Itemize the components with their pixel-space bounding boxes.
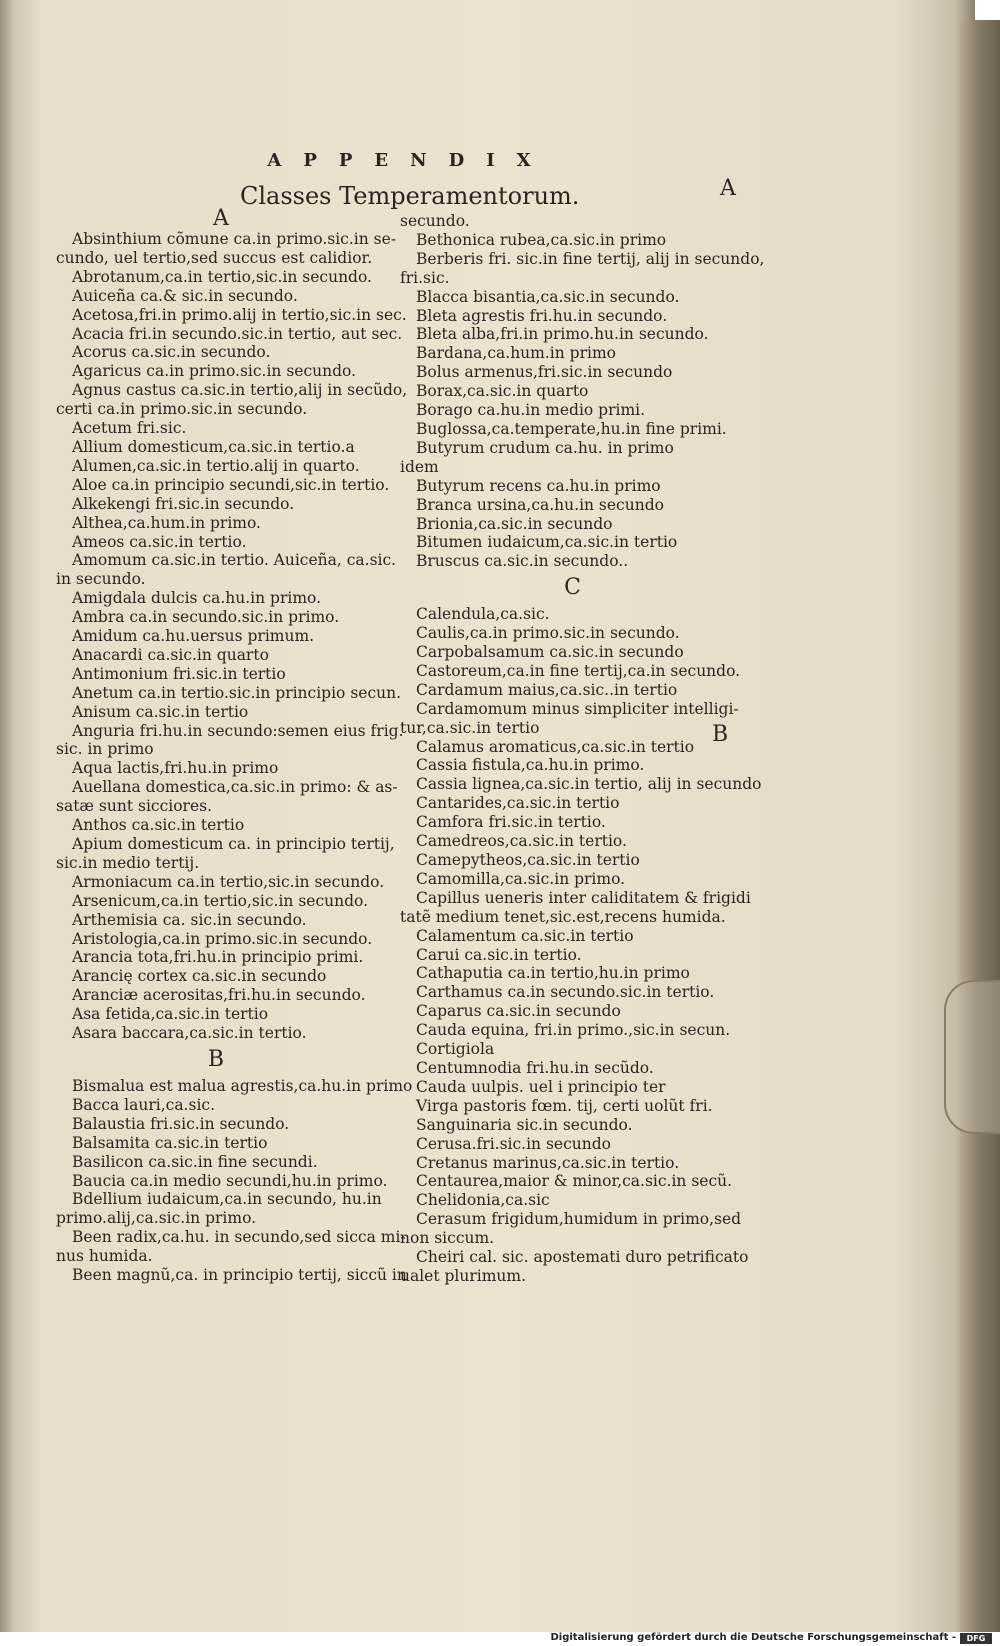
entry-line: Cauda equina, fri.in primo.,sic.in secun.: [416, 1021, 731, 1040]
entry-list-c: [400, 605, 762, 1286]
running-header: APPENDIX: [267, 150, 553, 171]
entry-line: nus humida.: [56, 1247, 153, 1266]
entry-line: Bacca lauri,ca.sic.: [72, 1095, 216, 1114]
entry-line: Bolus armenus,fri.sic.in secundo: [416, 363, 673, 382]
entry-line: Cerasum frigidum,humidum in primo,sed: [416, 1210, 742, 1229]
entry-line: Cantarides,ca.sic.in tertio: [416, 794, 620, 813]
entry-line: Cretanus marinus,ca.sic.in tertio.: [416, 1153, 680, 1172]
entry-line: Amomum ca.sic.in tertio. Auiceña, ca.sic.: [72, 551, 397, 570]
entry-line: sic.in medio tertij.: [56, 853, 200, 872]
footer-credit: Digitalisierung gefördert durch die Deutsche Forschungsgemeinschaft -: [550, 1632, 956, 1643]
entry-line: Camfora fri.sic.in tertio.: [416, 813, 606, 832]
entry-line: Ameos ca.sic.in tertio.: [72, 532, 247, 551]
page-edge: [960, 20, 1000, 1632]
entry-line: Buglossa,ca.temperate,hu.in fine primi.: [416, 419, 727, 438]
entry-line: Butyrum recens ca.hu.in primo: [416, 476, 661, 495]
entry-line: sic. in primo: [56, 740, 154, 759]
entry-line: Amidum ca.hu.uersus primum.: [72, 627, 315, 646]
entry-line: Been radix,ca.hu. in secundo,sed sicca mi-: [72, 1228, 406, 1247]
entry-line: Cortigiola: [416, 1040, 495, 1059]
entry-line: Been magnũ,ca. in principio tertij, siccũ in: [72, 1266, 407, 1285]
entry-line: Antimonium fri.sic.in tertio: [72, 664, 286, 683]
entry-line: Anisum ca.sic.in tertio: [72, 702, 249, 721]
entry-line: Cardamum maius,ca.sic..in tertio: [416, 680, 678, 699]
entry-line: Virga pastoris fœm. tij, certi uolũt fri.: [416, 1096, 713, 1115]
footer-bar: [0, 1632, 1000, 1646]
entry-line: Centaurea,maior & minor,ca.sic.in secũ.: [416, 1172, 733, 1191]
entry-line: Calamentum ca.sic.in tertio: [416, 926, 634, 945]
entry-line: Baucia ca.in medio secundi,hu.in primo.: [72, 1171, 388, 1190]
entry-line: Auiceña ca.& sic.in secundo.: [72, 286, 298, 305]
entry-line: Acetosa,fri.in primo.alij in tertio,sic.in sec.: [72, 305, 407, 324]
entry-line: Cauda uulpis. uel i principio ter: [416, 1077, 666, 1096]
entry-list-a: [56, 230, 408, 1043]
entry-line: Bruscus ca.sic.in secundo..: [416, 552, 629, 571]
entry-line: Anthos ca.sic.in tertio: [72, 816, 245, 835]
section-letter-a: A: [213, 206, 229, 231]
entry-line: Castoreum,ca.in fine tertij,ca.in secundo.: [416, 661, 741, 680]
entry-line: Anguria fri.hu.in secundo:semen eius frig.: [72, 721, 404, 740]
entry-line: Aranciæ acerositas,fri.hu.in secundo.: [72, 986, 366, 1005]
entry-line: Asara baccara,ca.sic.in tertio.: [72, 1024, 307, 1043]
entry-line: Cheiri cal. sic. apostemati duro petrificato: [416, 1248, 749, 1267]
entry-line: Caulis,ca.in primo.sic.in secundo.: [416, 624, 680, 643]
entry-line: Borax,ca.sic.in quarto: [416, 382, 589, 401]
entry-list-b-right: [400, 212, 765, 571]
dfg-logo: DFG: [960, 1633, 992, 1644]
right-column: [400, 212, 765, 1286]
entry-line: Bethonica rubea,ca.sic.in primo: [416, 230, 667, 249]
entry-line: Brionia,ca.sic.in secundo: [416, 514, 613, 533]
entry-line: Butyrum crudum ca.hu. in primo: [416, 438, 674, 457]
entry-list-b-left: [56, 1076, 413, 1285]
entry-line: idem: [400, 457, 439, 476]
entry-line: Anacardi ca.sic.in quarto: [72, 645, 269, 664]
entry-line: non siccum.: [400, 1229, 495, 1248]
entry-line: Cathaputia ca.in tertio,hu.in primo: [416, 964, 690, 983]
entry-line: Anetum ca.in tertio.sic.in principio secun.: [72, 683, 402, 702]
entry-line: cundo, uel tertio,sed succus est calidior.: [56, 248, 373, 267]
entry-line: Blacca bisantia,ca.sic.in secundo.: [416, 287, 680, 306]
entry-line: Arsenicum,ca.in tertio,sic.in secundo.: [72, 891, 368, 910]
entry-line: satæ sunt sicciores.: [56, 797, 213, 816]
entry-line: Carui ca.sic.in tertio.: [416, 945, 582, 964]
entry-line: tatẽ medium tenet,sic.est,recens humida.: [400, 907, 726, 926]
entry-line: Carpobalsamum ca.sic.in secundo: [416, 643, 684, 662]
margin-letter-b: B: [712, 722, 729, 747]
page-tab: [944, 980, 1000, 1134]
entry-line: Bleta alba,fri.in primo.hu.in secundo.: [416, 325, 709, 344]
entry-line: Basilicon ca.sic.in fine secundi.: [72, 1152, 318, 1171]
entry-line: Agaricus ca.in primo.sic.in secundo.: [72, 362, 357, 381]
entry-line: Arancię cortex ca.sic.in secundo: [72, 967, 327, 986]
entry-line: Balsamita ca.sic.in tertio: [72, 1133, 268, 1152]
entry-line: fri.sic.: [400, 268, 450, 287]
entry-line: Bismalua est malua agrestis,ca.hu.in primo: [72, 1076, 413, 1095]
entry-line: Althea,ca.hum.in primo.: [72, 513, 261, 532]
entry-line: Asa fetida,ca.sic.in tertio: [72, 1005, 269, 1024]
entry-line: Auellana domestica,ca.sic.in primo: & as-: [72, 778, 398, 797]
entry-line: Cerusa.fri.sic.in secundo: [416, 1134, 611, 1153]
entry-line: Apium domesticum ca. in principio tertij,: [72, 835, 395, 853]
entry-line: Calendula,ca.sic.: [416, 605, 550, 624]
entry-line: Absinthium cõmune ca.in primo.sic.in se-: [72, 230, 397, 248]
entry-line: Berberis fri. sic.in fine tertij, alij in secundo,: [416, 249, 765, 268]
entry-line: tur,ca.sic.in tertio: [400, 718, 540, 737]
entry-line: Camomilla,ca.sic.in primo.: [416, 869, 626, 888]
entry-line: Agnus castus ca.sic.in tertio,alij in secũdo,: [72, 381, 408, 400]
entry-line: Armoniacum ca.in tertio,sic.in secundo.: [72, 872, 385, 891]
entry-line: Cassia lignea,ca.sic.in tertio, alij in secundo: [416, 775, 762, 794]
entry-line: Abrotanum,ca.in tertio,sic.in secundo.: [72, 267, 372, 286]
entry-line: Aristologia,ca.in primo.sic.in secundo.: [72, 929, 373, 948]
entry-line: Sanguinaria sic.in secundo.: [416, 1115, 633, 1134]
entry-line: Bardana,ca.hum.in primo: [416, 344, 616, 363]
entry-line: Acacia fri.in secundo.sic.in tertio, aut sec.: [72, 324, 403, 343]
entry-line: Bitumen iudaicum,ca.sic.in tertio: [416, 533, 678, 552]
entry-line: Calamus aromaticus,ca.sic.in tertio: [416, 737, 695, 756]
entry-line: Carthamus ca.in secundo.sic.in tertio.: [416, 983, 715, 1002]
entry-line: Bdellium iudaicum,ca.in secundo, hu.in: [72, 1190, 382, 1209]
entry-line: Caparus ca.sic.in secundo: [416, 1002, 621, 1021]
entry-line: Branca ursina,ca.hu.in secundo: [416, 495, 664, 514]
entry-line: Ambra ca.in secundo.sic.in primo.: [72, 608, 340, 627]
entry-line: Chelidonia,ca.sic: [416, 1191, 550, 1210]
entry-line: Balaustia fri.sic.in secundo.: [72, 1114, 290, 1133]
entry-line: Centumnodia fri.hu.in secũdo.: [416, 1058, 654, 1077]
left-column: [56, 206, 413, 1285]
entry-line: Bleta agrestis fri.hu.in secundo.: [416, 306, 668, 325]
entry-line: primo.alij,ca.sic.in primo.: [56, 1209, 257, 1228]
entry-line: Arthemisia ca. sic.in secundo.: [72, 910, 307, 929]
entry-line: Aloe ca.in principio secundi,sic.in tertio.: [72, 475, 390, 494]
entry-line: secundo.: [400, 212, 470, 230]
entry-line: Borago ca.hu.in medio primi.: [416, 401, 646, 420]
entry-line: Allium domesticum,ca.sic.in tertio.a: [72, 437, 355, 456]
entry-line: Camedreos,ca.sic.in tertio.: [416, 832, 627, 851]
entry-line: ualet plurimum.: [400, 1266, 527, 1285]
section-letter-c: C: [564, 575, 581, 601]
page-title: Classes Temperamentorum.: [240, 182, 580, 210]
entry-line: Amigdala dulcis ca.hu.in primo.: [72, 589, 322, 608]
margin-letter-a: A: [720, 176, 736, 201]
entry-line: Camepytheos,ca.sic.in tertio: [416, 851, 640, 869]
entry-line: Alkekengi fri.sic.in secundo.: [72, 494, 295, 513]
entry-line: Cassia fistula,ca.hu.in primo.: [416, 756, 645, 775]
entry-line: in secundo.: [56, 570, 146, 589]
entry-line: certi ca.in primo.sic.in secundo.: [56, 400, 308, 419]
entry-line: Acetum fri.sic.: [72, 419, 187, 438]
entry-line: Cardamomum minus simpliciter intelligi-: [416, 699, 739, 718]
entry-line: Aqua lactis,fri.hu.in primo: [72, 759, 279, 778]
entry-line: Alumen,ca.sic.in tertio.alij in quarto.: [72, 456, 360, 475]
entry-line: Capillus ueneris inter caliditatem & frigidi: [416, 888, 751, 907]
section-letter-b: B: [207, 1046, 225, 1072]
entry-line: Arancia tota,fri.hu.in principio primi.: [72, 948, 364, 967]
entry-line: Acorus ca.sic.in secundo.: [72, 343, 271, 362]
